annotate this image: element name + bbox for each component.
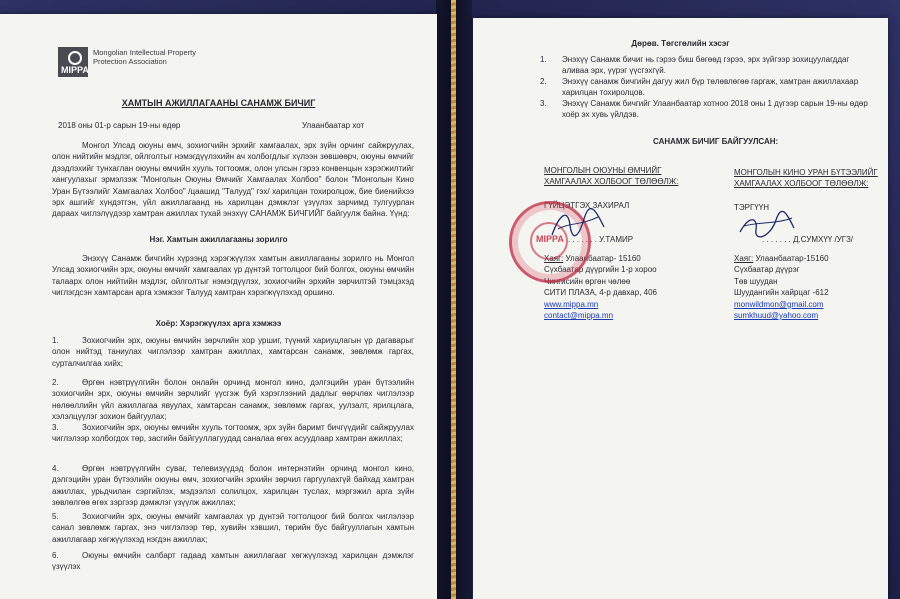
list-item-number: 4. xyxy=(52,464,59,473)
party2-email-link[interactable]: monwildmon@gmail.com xyxy=(734,299,824,309)
section1-heading: Нэг. Хамтын ажиллагааны зорилго xyxy=(149,235,288,244)
signature-2 xyxy=(736,208,798,242)
party1-address-line: Сүхбаатар дүүргийн 1-р хороо xyxy=(544,265,657,275)
party1-address-label: Хаяг: xyxy=(544,254,564,263)
party1-name-text: У.ТАМИР xyxy=(599,235,634,244)
party1-address-line: Чингисийн өргөн чөлөө xyxy=(544,276,631,286)
party2-address-line: Улаанбаатар-15160 xyxy=(755,254,829,263)
party2-name: . . . . . . . Д.СУМХҮҮ /УГЗ/ xyxy=(762,235,853,244)
logo-mark-icon: MIPPA xyxy=(58,47,88,77)
list-item-number: 3. xyxy=(52,423,59,432)
party1-position: ГҮЙЦЭТГЭХ ЗАХИРАЛ xyxy=(544,201,630,210)
list-item-number: 2. xyxy=(52,378,59,387)
section4-heading: Дөрөв. Төгсгөлийн хэсэг xyxy=(631,39,730,48)
list-item-number: 6. xyxy=(52,551,59,560)
party2-address xyxy=(734,253,884,321)
party2-header: МОНГОЛЫН КИНО УРАН БҮТЭЭЛИЙГ ХАМГААЛАХ ХОЛБООГ ТӨЛӨӨЛЖ: xyxy=(734,168,878,189)
list-item: Зохиогчийн эрх, оюуны өмчийн зөрчлийн хор уршиг, түүний хариуцлагын үр дагаварыг олон нийтэд таниулах чиглэлээр хамтран ажиллах, хамтарсан санамж, зөвлөмж гаргах, сурталчилгаа хийх; xyxy=(52,336,414,368)
party2-name-text: Д.СУМХҮҮ /УГЗ/ xyxy=(793,235,853,244)
list-item: Энэхүү санамж бичгийн дагуу жил бүр төлөвлөгөө гаргаж, хамтран ажиллахаар харилцан тохиролцов. xyxy=(562,77,859,98)
party1-address-line: Улаанбаатар- 15160 xyxy=(565,254,641,263)
signers-heading: САНАМЖ БИЧИГ БАЙГУУЛСАН: xyxy=(653,137,779,146)
section1-paragraph: Энэхүү Санамж бичгийн хүрээнд хэрэгжүүлэх хамтын ажиллагааны зорилго нь Монгол Улсад зохиогчийн эрх, оюуны өмчийг хамгаалах үр дүнтэй тогтолцоог бий болгох, оюуны өмчийн талаарх олон нийтийн мэдлэг, ойлголтыг нэмэгдүүлэх, зохиогчийн эрхийн зөрчилтэй тэмцэхэд чиглэгдсэн хамтарсан арга хэмжээг Талууд хамтран хэрэгжүүлэхэд оршино. xyxy=(52,254,414,298)
party2-address-line: Шуудангийн хайрцаг -612 xyxy=(734,288,829,298)
party2-address-label: Хаяг: xyxy=(734,254,754,263)
party2-email-link[interactable]: sumkhuud@yahoo.com xyxy=(734,311,819,321)
document-city: Улаанбаатар хот xyxy=(302,121,365,130)
document-title: ХАМТЫН АЖИЛЛАГААНЫ САНАМЖ БИЧИГ xyxy=(121,98,316,108)
list-item: Энэхүү Санамж бичиг нь гэрээ биш бөгөөд гэрээ, эрх зүйгээр зохицуулагддаг аливаа эрх, үүрэг үүсгэхгүй. xyxy=(562,55,850,76)
binding-cord xyxy=(451,0,456,599)
party2-position: ТЭРГҮҮН xyxy=(734,203,769,212)
party1-address-line: СИТИ ПЛАЗА, 4-р давхар, 406 xyxy=(544,288,657,298)
party2-address-line: Сүхбаатар дүүрэг xyxy=(734,265,800,275)
list-item-number: 2. xyxy=(540,77,547,86)
list-item: Зохиогчийн эрх, оюуны өмчийг хамгаалах үр дүнтэй тогтолцоог бий болгох чиглэлээр санал зөвлөмж гаргах, энэ чиглэлээр төр, хувийн хэвшил, төрийн бус байгууллагын хамтын ажиллагаар хөгжүүлэхэд нэгдэн ажиллах; xyxy=(52,512,414,544)
intro-paragraph: Монгол Улсад оюуны өмч, зохиогчийн эрхийг хамгаалах, эрх зүйн орчинг сайжруулах, олон нийтийн мэдлэг, ойлголтыг нэмэгдүүлэхийн ач холбогдлыг хүлээн зөвшөөрч, оюуны өмчийг дээдлэхийг тунхаглан оюуны өмчийн хууль тогтоомж, олон улсын гэрээ конвенцын хэрэгжилтийг хангуулахыг эрмэлзэж "Монголын Оюуны Өмчийг Хамгаалах Холбоо" болон "Монголын Кино Уран Бүтээлийг Хамгаалах Холбоо" /цаашид "Талууд" гэх/ харилцан тохиролцож, бие биенийхээ эрх ашгийг хүндэтгэн, үйл ажиллагаанд нь харилцан дэмжлэг үзүүлэх зарчимд тулгуурлан дараах чиглэлүүдээр хамтран ажиллах тухай энэхүү САНАМЖ БИЧГИЙГ байгуулж байна. Үүнд: xyxy=(52,141,414,219)
list-item-number: 5. xyxy=(52,512,59,521)
party1-website-link[interactable]: www.mippa.mn xyxy=(544,299,599,309)
list-item: Өргөн нэвтрүүлгийн болон онлайн орчинд монгол кино, дэлгэцийн уран бүтээлийн зохиогчийн эрх, оюуны өмчийн зөрчлийг үүсгэж буй хэрэглээний дадлыг өөрчлөх чиглэлээр нөлөөллийн үйл ажиллагаа явуулах, хамтарсан санамж, зөвлөмж гаргах, уулзалт, ярилцлага, хэлэлцүүлэг зохион байгуулах; xyxy=(52,378,414,422)
party1-email-link[interactable]: contact@mippa.mn xyxy=(544,311,614,321)
document-date: 2018 оны 01-р сарын 19-ны өдөр xyxy=(58,121,181,130)
list-item-number: 1. xyxy=(540,55,547,64)
party1-header: МОНГОЛЫН ОЮУНЫ ӨМЧИЙГ ХАМГААЛАХ ХОЛБООГ ТӨЛӨӨЛЖ: xyxy=(544,166,679,187)
logo-org-name: Mongolian Intellectual Property Protection Association xyxy=(93,48,196,66)
party1-name: . . . . . . . У.ТАМИР xyxy=(568,235,634,244)
list-item: Зохиогчийн эрх, оюуны өмчийн хууль тогтоомж, эрх зүйн баримт бичгүүдийг сайжруулах чиглэлээр холбогдох төр, засгийн байгууллагуудад саналаа өгөх асуудлаар хамтран ажиллах; xyxy=(52,423,414,444)
section2-heading: Хоёр: Хэрэгжүүлэх арга хэмжээ xyxy=(155,319,282,328)
list-item: Өргөн нэвтрүүлгийн суваг, телевизүүдэд болон интернэтийн орчинд монгол кино, дэлгэцийн уран бүтээлийн оюуны өмч, зохиогчийн эрхийн зөрчил гаргуулахгүй байхад хамтран ажиллах, урьдчилан сэргийлэх, мэдээлэл солилцох, харилцан туслах, мэргэжил арга зүйн зөвлөлгөө өгөх зэргээр дэмжлэг үзүүлж ажиллах; xyxy=(52,464,414,508)
list-item-number: 1. xyxy=(52,336,59,345)
stamp-text: MIPPA xyxy=(536,234,564,244)
list-item: Оюуны өмчийн салбарт гадаад хамтын ажиллагааг хөгжүүлэхэд харилцан дэмжлэг үзүүлэх xyxy=(52,551,414,572)
signature-1 xyxy=(548,205,608,243)
party2-address-line: Төв шуудан xyxy=(734,276,778,286)
list-item-number: 3. xyxy=(540,99,547,108)
list-item: Энэхүү Санамж бичгийг Улаанбаатар хотноо 2018 оны 1 дүгээр сарын 19-ны өдөр хоёр эх хувь үйлдэв. xyxy=(562,99,868,120)
